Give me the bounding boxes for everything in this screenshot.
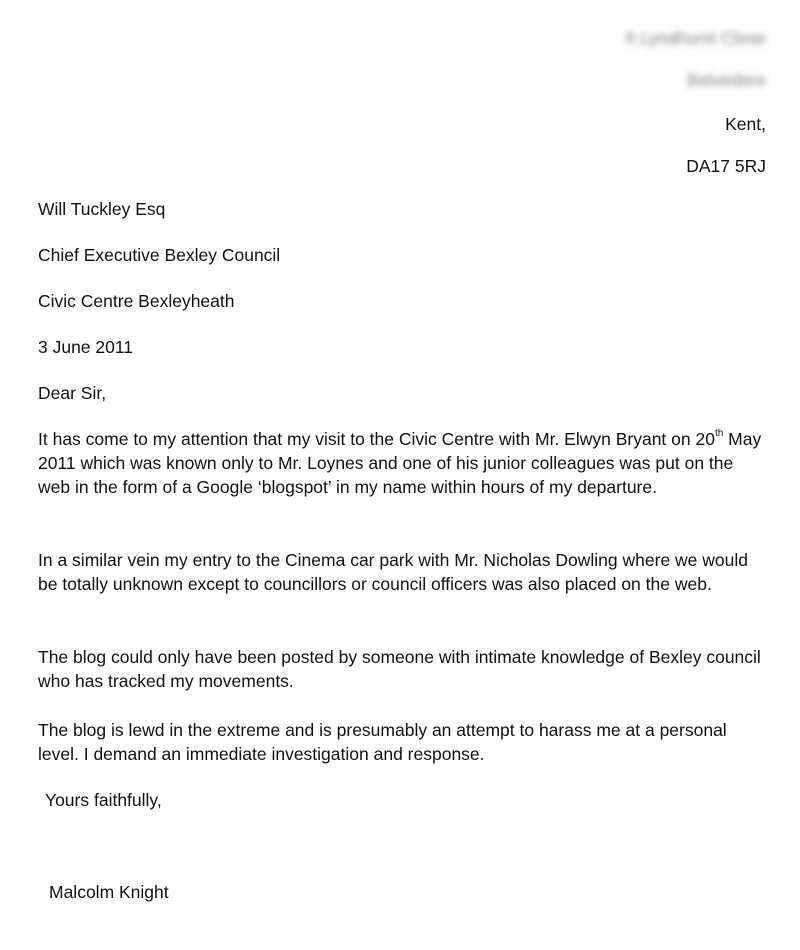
sender-address-line-1-redacted: 6 Lyndhurst Close xyxy=(625,28,766,48)
recipient-title: Chief Executive Bexley Council xyxy=(38,245,281,265)
body-paragraph-2: In a similar vein my entry to the Cinema car park with Mr. Nicholas Dowling where we would be totally unknown except to councillors or council officers was also placed on the web. xyxy=(38,550,748,594)
recipient-name: Will Tuckley Esq xyxy=(38,199,166,219)
body-paragraph-1-text-a: It has come to my attention that my visit to the Civic Centre with Mr. Elwyn Bryant on 20 xyxy=(38,429,715,449)
sender-address-county: Kent, xyxy=(725,114,766,134)
body-paragraph-1-text-b: May 2011 which was known only to Mr. Loynes and one of his junior colleagues was put on the web in the form of a Google ‘blogspot’ in my name within hours of my departure. xyxy=(38,429,762,497)
ordinal-suffix: th xyxy=(714,428,724,440)
signature-name: Malcolm Knight xyxy=(49,882,169,902)
letter-date: 3 June 2011 xyxy=(38,337,134,357)
closing: Yours faithfully, xyxy=(45,790,162,810)
body-paragraph-3: The blog could only have been posted by someone with intimate knowledge of Bexley council who has tracked my movements. xyxy=(38,647,761,691)
sender-address-postcode: DA17 5RJ xyxy=(686,156,766,176)
body-paragraph-4: The blog is lewd in the extreme and is presumably an attempt to harass me at a personal level. I demand an immediate investigation and response. xyxy=(38,720,727,764)
sender-address-line-2-redacted: Belvedere xyxy=(687,70,766,90)
recipient-location: Civic Centre Bexleyheath xyxy=(38,291,235,311)
body-paragraph-1 xyxy=(38,427,768,499)
salutation: Dear Sir, xyxy=(38,383,107,403)
